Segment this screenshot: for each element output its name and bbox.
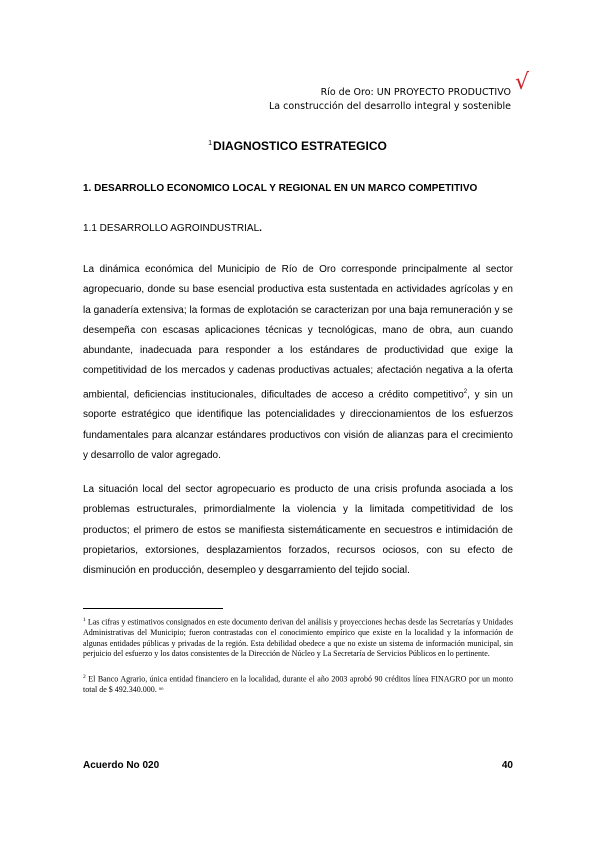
checkmark-icon: √ (514, 70, 529, 95)
footnote-1 (83, 615, 513, 660)
footnote-ref-2: 2 (463, 388, 468, 395)
subsection-period: . (259, 223, 262, 234)
header-project-title: Río de Oro: UN PROYECTO PRODUCTIVO (320, 87, 511, 98)
subsection-heading (83, 223, 262, 234)
footnote-2-text: El Banco Agrario, única entidad financiero en la localidad, durante el año 2003 aprobó 90 créditos línea FINAGRO por un monto total de $ 492.340.000. ᵒᵒ (83, 674, 513, 695)
footnote-1-text: Las cifras y estimativos consignados en este documento derivan del análisis y proyecciones hechas desde las Secretarías y Unidades Administrativas del Municipio; fueron contrastadas con el conocimiento empírico que existe en la localidad y la información de algunas entidades públicas y privadas de la región. Esta debilidad obedece a que no existe un sistema de información municipal, sin perjuicio del esfuerzo y los datos consistentes de la Dirección de Núcleo y La Secretaría de Servicios Públicos en lo pertinente. (83, 617, 513, 659)
paragraph-1-text-b: , y sin un soporte estratégico que identifique las potencialidades y direccionamientos de los esfuerzos fundamentales para alcanzar estándares productivos con visión de alianzas para el crecimiento y desarrollo de valor agregado. (83, 389, 513, 461)
title-footnote-marker: 1 (208, 140, 213, 147)
running-header (268, 70, 529, 114)
title-text: DIAGNOSTICO ESTRATEGICO (213, 139, 387, 153)
paragraph-2: La situación local del sector agropecuario es producto de una crisis profunda asociada a los problemas estructurales, primordialmente la violencia y la limitada competitividad de los productos; el primero de estos se manifiesta sistemáticamente en secuestros e intimidación de propietarios, extorsiones, desplazamientos forzados, recursos ociosos, con su efecto de disminución en producción, desempleo y desgarramiento del tejido social. (83, 484, 513, 577)
footnote-2-marker: 2 (83, 674, 86, 680)
footnote-2 (83, 672, 513, 696)
header-subtitle: La construcción del desarrollo integral y sostenible (268, 101, 511, 112)
section-heading: 1. DESARROLLO ECONOMICO LOCAL Y REGIONAL EN UN MARCO COMPETITIVO (83, 183, 478, 194)
page-number: 40 (501, 760, 513, 771)
paragraph-1 (83, 260, 513, 466)
footnote-separator (83, 608, 223, 609)
subsection-text: 1.1 DESARROLLO AGROINDUSTRIAL (83, 223, 260, 234)
footnote-1-marker: 1 (83, 617, 86, 623)
header-line-1 (269, 70, 529, 100)
page-title (0, 139, 595, 153)
footer-agreement: Acuerdo No 020 (83, 760, 160, 771)
paragraph-1-text-a: La dinámica económica del Municipio de Río de Oro corresponde principalmente al sector agropecuario, donde su base esencial productiva esta sustentada en actividades agrícolas y en la ganadería extensiva; la formas de explotación se caracterizan por una baja remuneración y se desempeña con escasas aplicaciones técnicas y tecnológicas, mano de obra, aun cuando abundante, inadecuada para responder a los estándares de productividad que exige la competitividad de los mercados y cadenas productivas actuales; afectación negativa a la oferta ambiental, deficiencias institucionales, dificultades de acceso a crédito competitivo (83, 264, 513, 401)
